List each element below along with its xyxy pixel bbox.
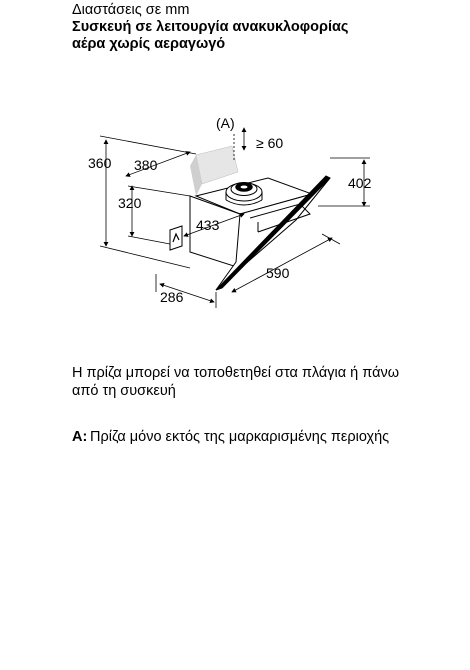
socket-position-note: Η πρίζα μπορεί να τοποθετηθεί στα πλάγια ή πάνω από τη συσκευή: [72, 365, 400, 399]
dimension-drawing: [0, 0, 470, 330]
top-width-label: 380: [134, 157, 158, 173]
wall-socket-icon: [170, 226, 182, 250]
height-402-label: 402: [348, 175, 372, 191]
appliance-mode-title-line2: αέρα χωρίς αεραγωγό: [72, 36, 226, 52]
legend-text: Πρίζα μόνο εκτός της μαρκαρισμένης περιοχής: [90, 429, 390, 445]
clearance-top-label: ≥ 60: [256, 135, 284, 151]
appliance-mode-title-line1: Συσκευή σε λειτουργία ανακυκλοφορίας: [72, 19, 349, 35]
depth-433-label: 433: [196, 217, 220, 233]
callout-a-label: (A): [216, 115, 235, 131]
legend-key: A:: [72, 429, 88, 445]
legend-entry-a: [72, 428, 392, 446]
width-590-label: 590: [266, 265, 290, 281]
depth-286-label: 286: [160, 289, 184, 305]
socket-exclusion-zone: [196, 146, 238, 184]
units-caption: Διαστάσεις σε mm: [72, 2, 190, 18]
height-320-label: 320: [118, 195, 142, 211]
total-height-label: 360: [88, 155, 112, 171]
